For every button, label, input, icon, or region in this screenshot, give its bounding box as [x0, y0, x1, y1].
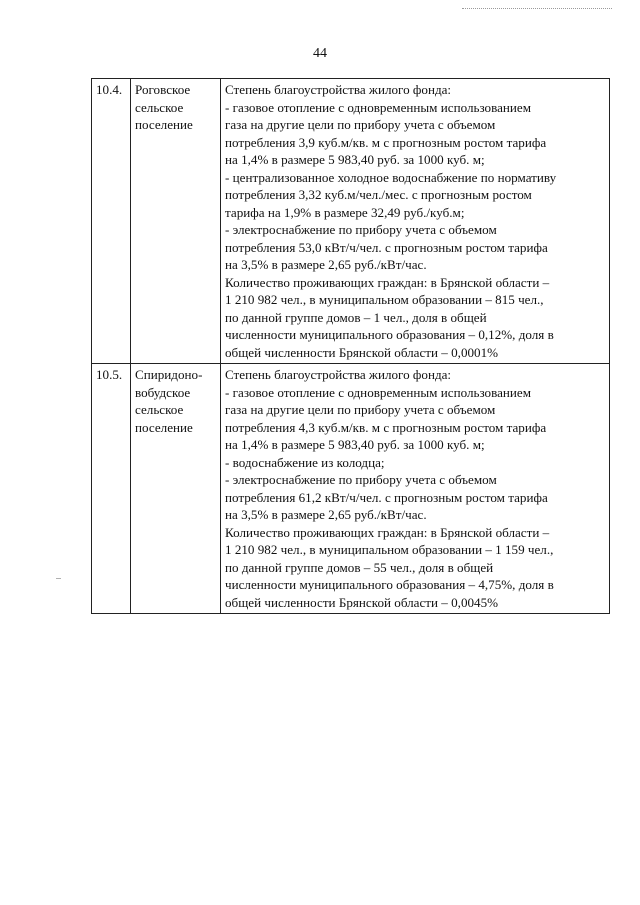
settlement-name-line: поселение — [135, 117, 193, 132]
description-line: потребления 61,2 кВт/ч/чел. с прогнозным ростом тарифа — [225, 489, 548, 505]
description-line: - электроснабжение по прибору учета с объемом — [225, 222, 497, 237]
description-line: - централизованное холодное водоснабжение по нормативу — [225, 169, 557, 185]
page-number: 44 — [313, 46, 327, 61]
description-line: численности муниципального образования – 0,12%, доля в — [225, 327, 554, 342]
description-cell — [221, 364, 610, 614]
settlement-name-line: поселение — [135, 419, 193, 435]
description-line: потребления 3,32 куб.м/чел./мес. с прогнозным ростом — [225, 187, 532, 202]
description-line: на 1,4% в размере 5 983,40 руб. за 1000 куб. м; — [225, 437, 485, 452]
description-line: - водоснабжение из колодца; — [225, 454, 385, 470]
description-line: потребления 3,9 куб.м/кв. м с прогнозным ростом тарифа — [225, 134, 547, 150]
row-number: 10.4. — [92, 79, 131, 364]
settlement-name-cell — [131, 79, 221, 364]
description-line: Количество проживающих граждан: в Брянской области – — [225, 524, 550, 540]
scan-margin-mark — [56, 578, 61, 579]
settlement-name-line: вобудское — [135, 384, 191, 400]
description-line: Степень благоустройства жилого фонда: — [225, 82, 452, 97]
settlement-name-line: сельское — [135, 402, 184, 417]
table-body — [92, 79, 610, 614]
settlements-table — [91, 78, 610, 614]
scan-edge-mark — [462, 8, 612, 9]
description-line: численности муниципального образования – 4,75%, доля в — [225, 577, 554, 592]
description-line: тарифа на 1,9% в размере 32,49 руб./куб.м; — [225, 204, 465, 220]
table-row — [92, 364, 610, 614]
description-line: на 3,5% в размере 2,65 руб./кВт/час. — [225, 507, 427, 522]
description-line: 1 210 982 чел., в муниципальном образовании – 815 чел., — [225, 292, 544, 307]
description-cell — [221, 79, 610, 364]
description-line: общей численности Брянской области – 0,0001% — [225, 344, 499, 360]
description-line: - газовое отопление с одновременным использованием — [225, 99, 532, 115]
description-line: Количество проживающих граждан: в Брянской области – — [225, 274, 550, 290]
table-row — [92, 79, 610, 364]
description-line: по данной группе домов – 55 чел., доля в общей — [225, 559, 494, 575]
description-line: - газовое отопление с одновременным использованием — [225, 384, 532, 400]
description-line: 1 210 982 чел., в муниципальном образовании – 1 159 чел., — [225, 542, 554, 557]
description-line: Степень благоустройства жилого фонда: — [225, 367, 452, 382]
settlement-name-line: Роговское — [135, 82, 191, 97]
row-number: 10.5. — [92, 364, 131, 614]
description-line: общей численности Брянской области – 0,0045% — [225, 594, 499, 610]
description-line: - электроснабжение по прибору учета с объемом — [225, 472, 497, 487]
settlement-name-line: Спиридоно- — [135, 367, 203, 382]
description-line: газа на другие цели по прибору учета с объемом — [225, 402, 496, 417]
description-line: на 1,4% в размере 5 983,40 руб. за 1000 куб. м; — [225, 152, 485, 167]
settlement-name-cell — [131, 364, 221, 614]
description-line: на 3,5% в размере 2,65 руб./кВт/час. — [225, 257, 427, 272]
description-line: потребления 53,0 кВт/ч/чел. с прогнозным ростом тарифа — [225, 239, 548, 255]
description-line: потребления 4,3 куб.м/кв. м с прогнозным ростом тарифа — [225, 419, 547, 435]
description-line: по данной группе домов – 1 чел., доля в общей — [225, 309, 487, 325]
description-line: газа на другие цели по прибору учета с объемом — [225, 117, 496, 132]
settlement-name-line: сельское — [135, 99, 184, 115]
